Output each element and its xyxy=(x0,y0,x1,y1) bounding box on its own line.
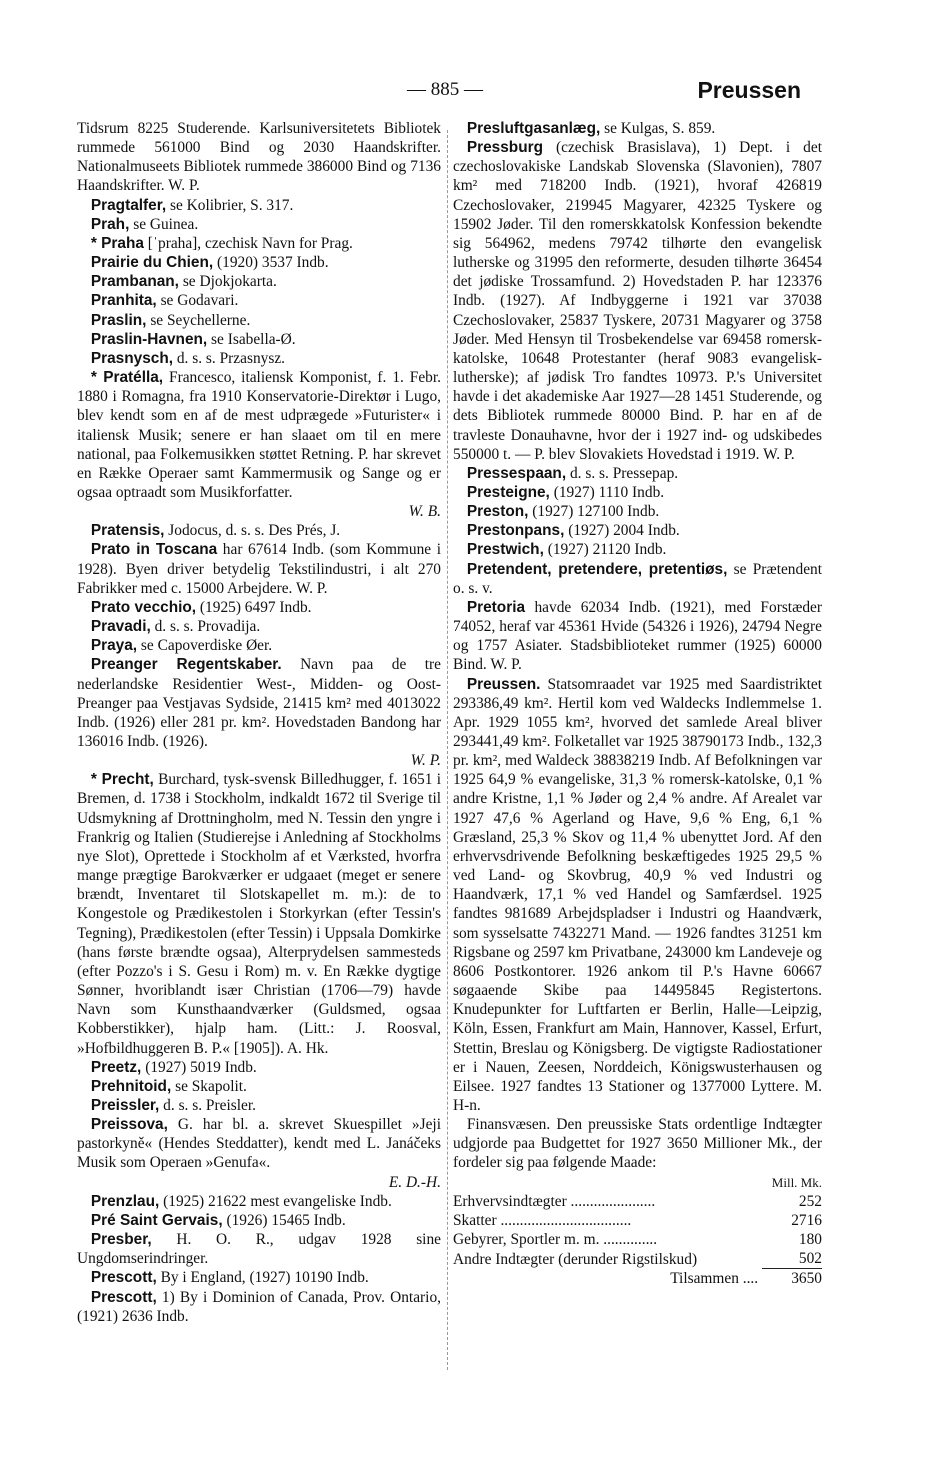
headword: Prescott, xyxy=(90,1288,157,1306)
entry xyxy=(77,1058,441,1077)
entry-text: se Prætendent o. s. v. xyxy=(453,560,822,597)
entry xyxy=(77,119,441,196)
finance-label: Andre Indtægter (derunder Rigstilskud) xyxy=(453,1250,698,1268)
entry xyxy=(453,521,822,540)
entry-text: [ˈpraha], czechisk Navn for Prag. xyxy=(143,234,353,252)
signature: W. B. xyxy=(408,503,441,521)
entry xyxy=(77,1211,441,1230)
finance-label: Gebyrer, Sportler m. m. .............. xyxy=(453,1231,658,1249)
entry-text: se Seychellerne. xyxy=(146,311,251,329)
headword: Prestwich, xyxy=(466,541,544,559)
headword: Prenzlau, xyxy=(90,1192,160,1210)
headword: Pravadi, xyxy=(90,618,151,636)
entry-text: H. O. R., udgav 1928 sine Ungdomserindringer. xyxy=(77,1231,441,1268)
headword: Prato in Toscana xyxy=(90,541,218,559)
headword: Preussen. xyxy=(466,675,541,693)
entry xyxy=(77,540,441,597)
entry-text: (1925) 21622 mest evangeliske Indb. xyxy=(159,1192,392,1210)
headword: Pratensis, xyxy=(90,522,165,540)
entry-text: (1927) 5019 Indb. xyxy=(141,1058,257,1076)
headword: * Precht, xyxy=(90,771,154,789)
entry xyxy=(77,1288,441,1326)
entry-text: (1925) 6497 Indb. xyxy=(196,598,312,616)
headword: Prah, xyxy=(90,215,130,233)
entry-text: se Isabella-Ø. xyxy=(207,330,296,348)
total-label: Tilsammen .... xyxy=(670,1270,759,1288)
entry xyxy=(77,770,441,1057)
unit-header: Mill. Mk. xyxy=(771,1174,822,1190)
entry xyxy=(77,196,441,215)
entry-text: G. har bl. a. skrevet Skuespillet »Jeji pastorkyně« (Hendes Steddatter), kendt med L. Janáčeks Musik som Operaen »Genufa«. xyxy=(77,1116,441,1172)
entry xyxy=(77,1096,441,1115)
right-column-entries xyxy=(453,119,822,1173)
total-value: 3650 xyxy=(791,1270,822,1288)
finance-value: 252 xyxy=(798,1192,822,1210)
entry xyxy=(77,272,441,291)
entry xyxy=(77,1192,441,1211)
entry xyxy=(77,1268,441,1287)
finance-intro xyxy=(453,1115,822,1172)
headword: Prescott, xyxy=(90,1269,157,1287)
entry xyxy=(77,311,441,330)
headword: Preston, xyxy=(466,503,529,521)
entry xyxy=(453,138,822,464)
entry-text: (1920) 3537 Indb. xyxy=(213,254,329,272)
entry-text: Navn paa de tre nederlandske Residentier West-, Midden- og Oost-Preanger paa Vestjavas Sydside, 21415 km² med 4013022 Indb. (1926) eller 281 pr. km². Hovedstaden Bandong har 136016 Indb. (1926). xyxy=(77,656,442,750)
finance-row xyxy=(453,1230,822,1249)
entry-text: se Godavari. xyxy=(156,292,239,310)
entry xyxy=(77,598,441,617)
headword: Pressespaan, xyxy=(466,464,567,482)
entry xyxy=(453,483,822,502)
finance-value: 180 xyxy=(798,1231,822,1249)
headword: Prasnysch, xyxy=(90,349,173,367)
entry-text: (1927) 21120 Indb. xyxy=(543,541,667,559)
entry-text: Jodocus, d. s. s. Des Prés, J. xyxy=(164,522,341,540)
headword: Prehnitoid, xyxy=(90,1077,172,1095)
headword: * Pratélla, xyxy=(90,369,164,387)
entry-text: Francesco, italiensk Komponist, f. 1. Febr. 1880 i Romagna, fra 1910 Konservatorie-Direktør i Lugo, blev kendt som en af de mest udprægede »Futurister« i italiensk Musik; senere er han slaaet om til en mere national, paa Folkemusikken støttet Retning. P. har skrevet en Række Operaer samt Kammermusik og Sange og er ogsaa optraadt som Musikforfatter. xyxy=(77,369,441,501)
finance-label: Erhvervsindtægter ...................... xyxy=(453,1192,656,1210)
entry-text: se Kulgas, S. 859. xyxy=(600,120,716,137)
entry-text: Statsomraadet var 1925 med Saardistriktet 293386,49 km². Hertil kom ved Waldecks Indlemmelse 1. Apr. 1929 1055 km², hvorved det samlede Areal bliver 293441,49 km². Folketallet var 1925 38790173 Indb., 132,3 pr. km², med Waldeck 38838219 Indb. Af Befolkningen var 1925 64,9 % evangeliske, 31,3 % romersk-katolske, 0,1 % andre Kristne, 1,1 % Jøder og 2,4 % andre. Af Arealet var 1927 47,6 % Agerland og Have, 9,6 % Eng, 6,1 % Græsland, 25,3 % Skov og 11,4 % ubenyttet Jord. Af den erhvervsdrivende Befolkning beskæftigedes 1925 29,5 % ved Land- og Skovbrug, 40,9 % ved Industri og Haandværk, 17,1 % ved Handel og Samfærdsel. 1925 fandtes 981689 Arbejdspladser i Industri og Haandværk, som sysselsatte 7432271 Mand. — 1926 fandtes 31251 km Rigsbane og 2597 km Privatbane, 243000 km Landeveje og 8606 Postkontorer. 1926 ankom til P.'s Havne 60667 søgaaende Skibe paa 14495845 Registertons. Knudepunkter for Luftfarten er Berlin, Halle—Leipzig, Köln, Essen, Frankfurt am Main, Hannover, Kassel, Erfurt, Stettin, Breslau og Königsberg. De vigtigste Radiostationer er i Nauen, Zeesen, Norddeich, Königswusterhausen og Eilsee. 1927 fandtes 13 Stationer og 1377000 Lyttere. M. H-n. xyxy=(453,675,822,1114)
right-column xyxy=(453,119,822,1289)
left-column xyxy=(77,119,441,1326)
entry xyxy=(77,1115,441,1172)
headword: Pretoria xyxy=(466,598,526,616)
headword: Preetz, xyxy=(90,1058,142,1076)
entry-text: d. s. s. Przasnysz. xyxy=(173,349,286,367)
running-head: Preussen xyxy=(697,77,801,103)
headword: Preissler, xyxy=(90,1096,160,1114)
signature: E. D.-H. xyxy=(388,1173,441,1191)
entry xyxy=(453,598,822,675)
finance-row xyxy=(453,1249,822,1269)
entry-text: d. s. s. Pressepap. xyxy=(566,464,679,482)
headword: Prato vecchio, xyxy=(90,598,197,616)
entry xyxy=(77,330,441,349)
entry-text: d. s. s. Preisler. xyxy=(159,1096,256,1114)
headword: Prairie du Chien, xyxy=(90,254,214,272)
entry-text: se Djokjokarta. xyxy=(178,273,277,291)
entry-text: se Skapolit. xyxy=(171,1077,247,1095)
headword: Preissova, xyxy=(90,1116,168,1134)
headword: Pragtalfer, xyxy=(90,196,167,214)
entry xyxy=(77,1230,441,1268)
column-divider xyxy=(447,130,448,1370)
entry xyxy=(453,675,822,1116)
finance-table xyxy=(453,1173,822,1270)
headword: Praslin, xyxy=(90,311,147,329)
entry xyxy=(77,253,441,272)
entry xyxy=(77,1077,441,1096)
entry-text: Burchard, tysk-svensk Billedhugger, f. 1651 i Bremen, d. 1738 i Stockholm, indkaldt 1672 til Sverige til Udsmykning af Drottningholm, med N. Tessin den yngre i Frankrig og Italien (Studierejse i Anledning af Stockholms nye Slot), Oprettede i Stockholm af et Værksted, hvorfra mange prægtige Barokværker er udgaaet (meget er senere brændt, Inventaret til Slotskapellet m. m.): de to Kongestole og Prædikestolen i Storkyrkan (efter Tessin's Tegning), Prædikestolen (efter Tessin) i Uppsala Domkirke (hans første brændte ogsaa), Alterprydelsen sammesteds (efter Pozzo's i S. Gesu i Rom) m. v. En Række dygtige Sønner, hvoriblandt især Christian (1706—79) havde Navn som Kunsthaandværker (Guldsmed, ogsaa Kobberstikker), hjalp ham. (Litt.: J. Roosval, »Hofbildhuggeren B. P.« [1905]). A. Hk. xyxy=(77,771,441,1057)
entry-text: (1927) 2004 Indb. xyxy=(564,522,680,540)
entry xyxy=(77,215,441,234)
entry xyxy=(77,291,441,310)
entry-text: se Guinea. xyxy=(129,215,199,233)
entry-text: (czechisk Brasislava), 1) Dept. i det czechoslovakiske Landskab Slovenska (Slavonien), 7807 km² med 718200 Indb. (1921), hvoraf 426819 Czechoslovaker, 219945 Magyarer, 42325 Tyskere og 15902 Jøder. Til den romerskkatolsk Konfession bekendte sig 564962, medens 79742 tilhørte den evangelisk lutherske og 31995 den reformerte, desuden tilhørte 36454 det jødiske Trossamfund. 2) Hovedstaden P. har 123376 Indb. (1927). Af Indbyggerne i 1921 var 37038 Czechoslovaker, 25837 Tyskere, 20731 Magyarer og 3758 Jøder. Med Hensyn til Trosbekendelse var 69458 romersk-katolske, 10648 Protestanter (heraf 9083 evangelisk-lutherske); af jødisk Tro fandtes 10973. P.'s Universitet havde i det akademiske Aar 1927—28 1451 Studerende, og dets Bibliotek rummede 80000 Bind. P. har en af de travleste Donauhavne, hvor der i 1927 ind- og udskibedes 550000 t. — P. blev Slovakiets Hovedstad i 1919. W. P. xyxy=(453,139,822,463)
entry-text: (1927) 1110 Indb. xyxy=(549,483,665,501)
headword: Prestonpans, xyxy=(466,522,565,540)
headword: Pretendent, pretendere, pretentiøs, xyxy=(466,560,728,578)
finance-row xyxy=(453,1211,822,1230)
entry-text: havde 62034 Indb. (1921), med Forstæder 74052, heraf var 45361 Hvide (54326 i 1926), 24794 Negre og 1757 Asiater. Stadsbiblioteket rummer (1925) 60000 Bind. W. P. xyxy=(453,598,822,674)
entry xyxy=(77,234,441,253)
headword: Pranhita, xyxy=(90,292,157,310)
headword: Presber, xyxy=(90,1231,152,1249)
headword: Presluftgasanlæg, xyxy=(466,120,601,137)
finance-value: 502 xyxy=(762,1249,822,1269)
headword: Presteigne, xyxy=(466,483,550,501)
entry xyxy=(77,617,441,636)
entry-text: (1926) 15465 Indb. xyxy=(222,1211,346,1229)
entry-text: 1) By i Dominion of Canada, Prov. Ontario, (1921) 2636 Indb. xyxy=(77,1288,441,1325)
headword: Praslin-Havnen, xyxy=(90,330,208,348)
entry xyxy=(453,464,822,483)
entry-text: d. s. s. Provadija. xyxy=(150,618,261,636)
headword: Praya, xyxy=(90,637,138,655)
finance-label: Skatter .................................. xyxy=(453,1211,632,1229)
entry-text: (1927) 127100 Indb. xyxy=(528,503,660,521)
finance-total xyxy=(453,1269,822,1288)
finance-row xyxy=(453,1192,822,1211)
entry-text: se Capoverdiske Øer. xyxy=(137,637,273,655)
entry-text: Tidsrum 8225 Studerende. Karlsuniversitetets Bibliotek rummede 561000 Bind og 2030 Haandskrifter. Nationalmuseets Bibliotek rummede 386000 Bind og 7136 Haandskrifter. W. P. xyxy=(77,120,441,195)
entry xyxy=(77,521,441,540)
entry xyxy=(453,540,822,559)
entry-text: har 67614 Indb. (som Kommune i 1928). Byen driver betydelig Tekstilindustri, i alt 270 Fabrikker med c. 15000 Arbejdere. W. P. xyxy=(77,541,441,597)
headword: Pressburg xyxy=(466,139,543,157)
entry xyxy=(453,119,822,138)
page-number: — 885 — xyxy=(407,79,483,100)
entry xyxy=(77,636,441,655)
headword: Prambanan, xyxy=(90,273,179,291)
entry xyxy=(453,560,822,598)
entry xyxy=(77,349,441,368)
entry xyxy=(453,502,822,521)
entry xyxy=(77,368,441,502)
entry-text: se Kolibrier, S. 317. xyxy=(166,196,294,214)
signature: W. P. xyxy=(410,752,441,770)
headword: Pré Saint Gervais, xyxy=(90,1211,223,1229)
headword: * Praha xyxy=(90,234,144,252)
entry-text: Finansvæsen. Den preussiske Stats ordentlige Indtægter udgjorde paa Budgettet for 1927 3650 Millioner Mk., der fordeler sig paa følgende Maade: xyxy=(453,1116,822,1172)
entry-text: By i England, (1927) 10190 Indb. xyxy=(156,1269,369,1287)
headword: Preanger Regentskaber. xyxy=(90,656,282,674)
entry xyxy=(77,655,441,751)
finance-value: 2716 xyxy=(791,1211,822,1229)
finance-table-header xyxy=(453,1173,822,1192)
